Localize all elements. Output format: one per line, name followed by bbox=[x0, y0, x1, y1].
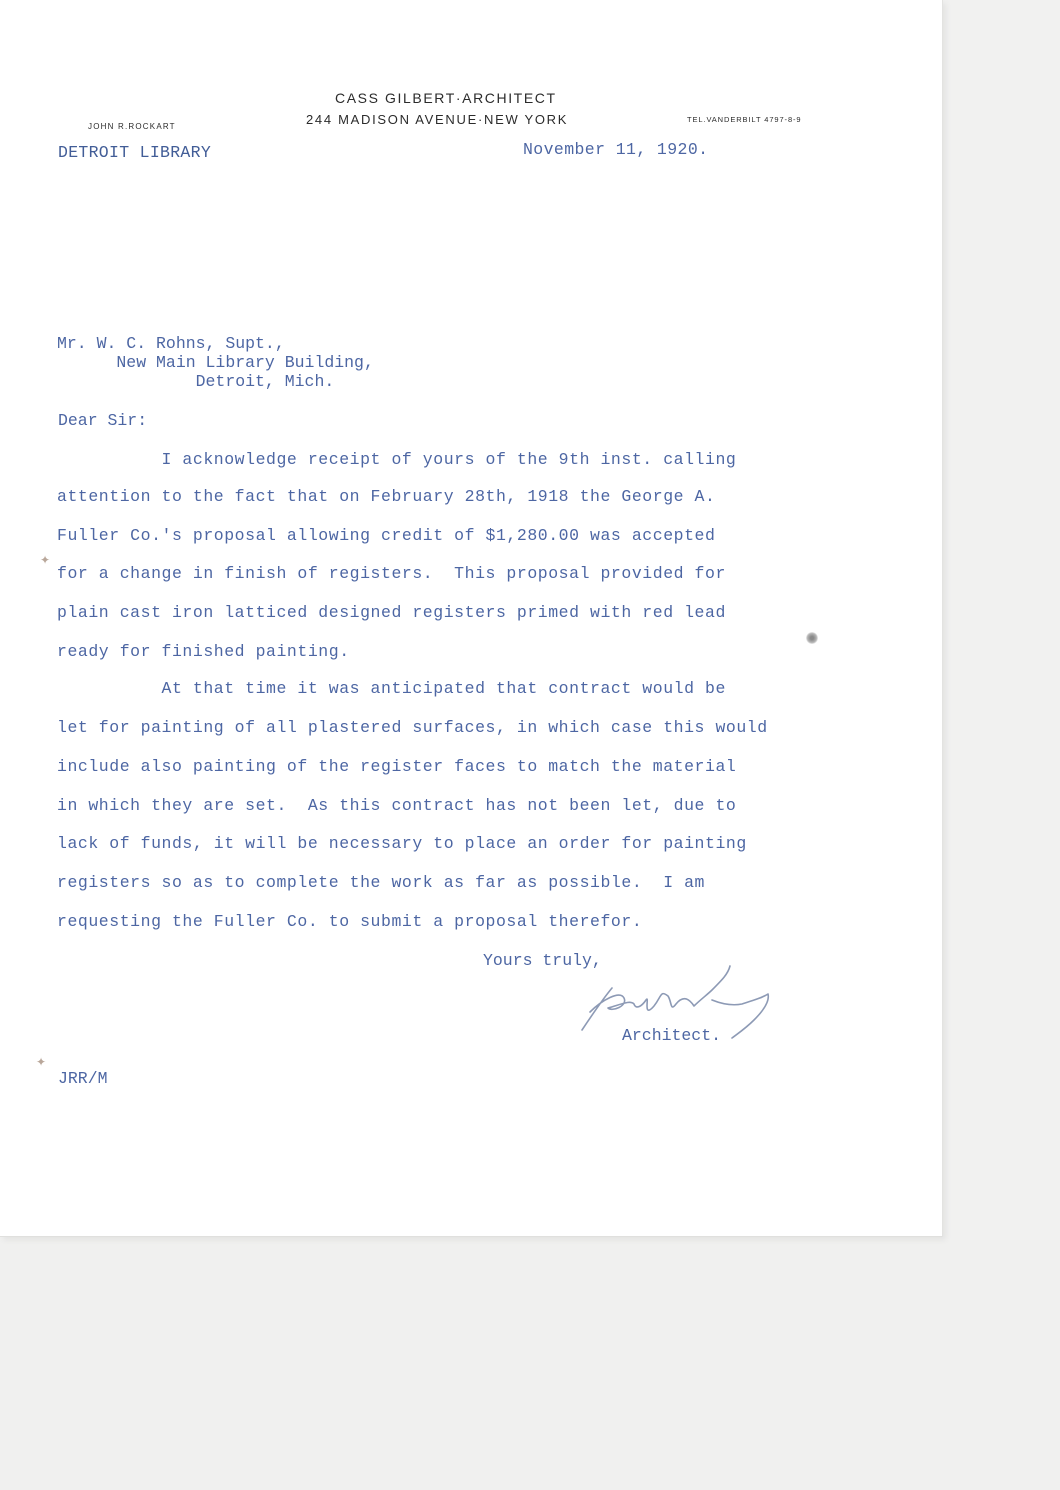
typist-initials: JRR/M bbox=[58, 1069, 108, 1088]
body-line: At that time it was anticipated that contract would be bbox=[57, 679, 726, 698]
body-line: attention to the fact that on February 28th, 1918 the George A. bbox=[57, 487, 716, 506]
recipient-line: New Main Library Building, bbox=[57, 353, 374, 372]
body-line: in which they are set. As this contract has not been let, due to bbox=[57, 796, 737, 815]
letterhead-person: JOHN R.ROCKART bbox=[88, 122, 176, 131]
body-line: requesting the Fuller Co. to submit a proposal therefor. bbox=[57, 912, 643, 931]
closing: Yours truly, bbox=[483, 951, 602, 970]
recipient-line: Mr. W. C. Rohns, Supt., bbox=[57, 334, 285, 353]
body-line: plain cast iron latticed designed registers primed with red lead bbox=[57, 603, 726, 622]
salutation: Dear Sir: bbox=[58, 411, 148, 430]
body-line: Fuller Co.'s proposal allowing credit of $1,280.00 was accepted bbox=[57, 526, 716, 545]
paper-mark: ✦ bbox=[40, 553, 51, 567]
paper-mark: ✦ bbox=[36, 1055, 47, 1069]
letterhead-firm: CASS GILBERT·ARCHITECT bbox=[335, 90, 557, 106]
letterhead-address: 244 MADISON AVENUE·NEW YORK bbox=[306, 112, 569, 127]
ink-blot bbox=[806, 632, 818, 644]
body-line: let for painting of all plastered surfaces, in which case this would bbox=[57, 718, 768, 737]
body-line: for a change in finish of registers. This proposal provided for bbox=[57, 564, 726, 583]
letterhead-telephone: TEL.VANDERBILT 4797-8-9 bbox=[687, 115, 802, 124]
signer-title: Architect. bbox=[622, 1026, 722, 1045]
body-line: registers so as to complete the work as far as possible. I am bbox=[57, 873, 705, 892]
body-line: I acknowledge receipt of yours of the 9th inst. calling bbox=[57, 450, 737, 469]
body-line: include also painting of the register faces to match the material bbox=[57, 757, 737, 776]
recipient-line: Detroit, Mich. bbox=[57, 372, 335, 391]
subject-line: DETROIT LIBRARY bbox=[58, 143, 212, 162]
letter-date: November 11, 1920. bbox=[523, 140, 709, 159]
body-line: ready for finished painting. bbox=[57, 642, 350, 661]
body-line: lack of funds, it will be necessary to place an order for painting bbox=[57, 834, 747, 853]
backing-sheet bbox=[0, 1240, 1060, 1490]
